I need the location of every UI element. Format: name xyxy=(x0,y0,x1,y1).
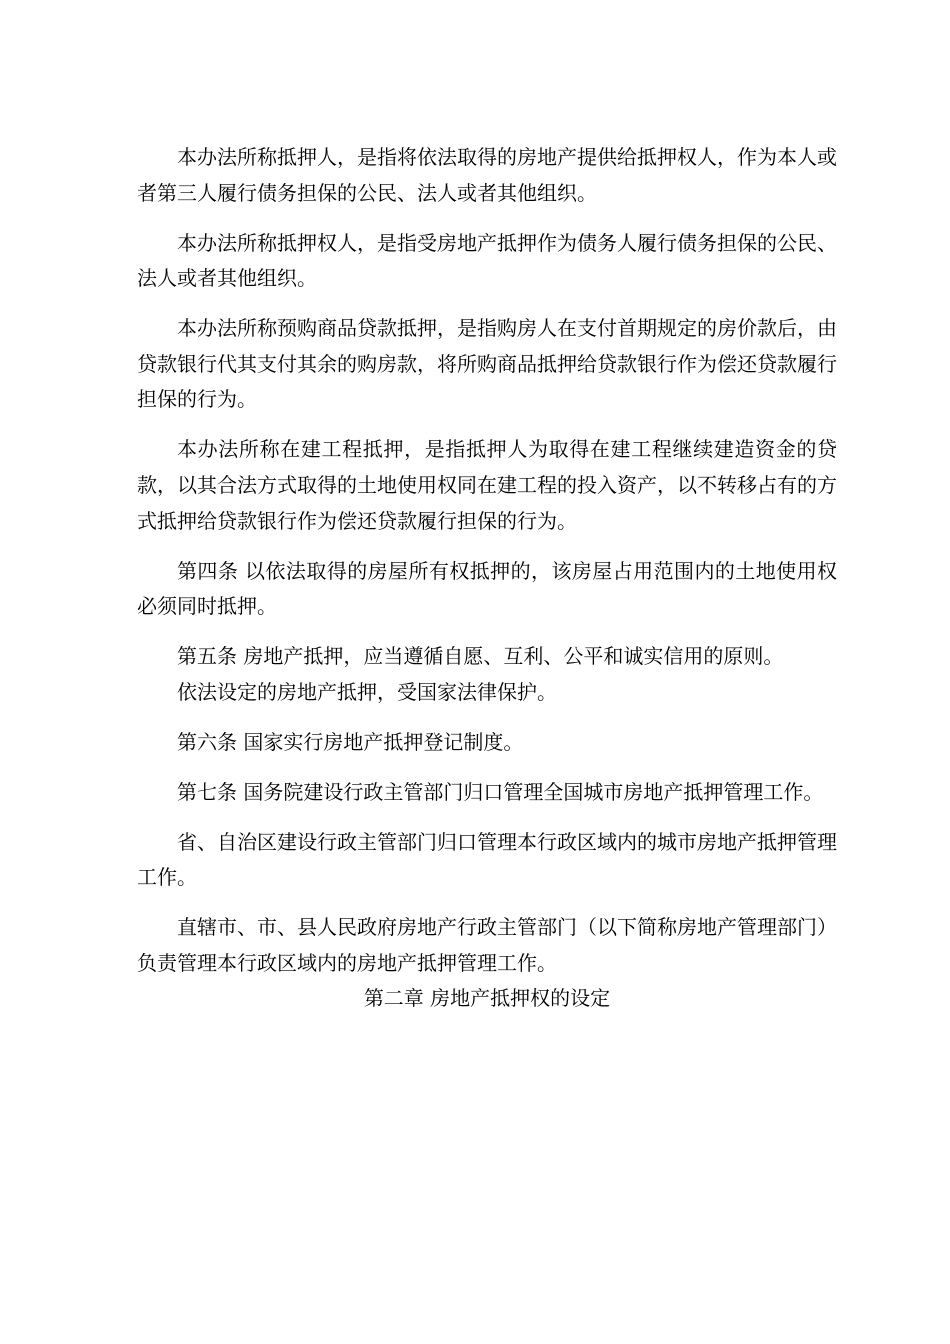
paragraph-legal-protection: 依法设定的房地产抵押，受国家法律保护。 xyxy=(177,679,557,704)
document-page xyxy=(137,140,837,1017)
paragraph-provincial-management: 省、自治区建设行政主管部门归口管理本行政区域内的城市房地产抵押管理工作。 xyxy=(137,829,837,890)
paragraph-local-management: 直辖市、市、县人民政府房地产行政主管部门（以下简称房地产管理部门）负责管理本行政区域内的房地产抵押管理工作。 xyxy=(137,915,837,975)
paragraph-presale-loan-mortgage: 本办法所称预购商品贷款抵押，是指购房人在支付首期规定的房价款后，由贷款银行代其支付其余的购房款，将所购商品抵押给贷款银行作为偿还贷款履行担保的行为。 xyxy=(137,316,837,412)
paragraph-mortgagee-definition: 本办法所称抵押权人，是指受房地产抵押作为债务人履行债务担保的公民、法人或者其他组织。 xyxy=(137,230,837,291)
chapter-heading: 第二章 房地产抵押权的设定 xyxy=(363,986,611,1011)
paragraph-article-5: 第五条 房地产抵押，应当遵循自愿、互利、公平和诚实信用的原则。 xyxy=(177,644,784,669)
paragraph-article-6: 第六条 国家实行房地产抵押登记制度。 xyxy=(177,729,524,754)
paragraph-construction-mortgage: 本办法所称在建工程抵押，是指抵押人为取得在建工程继续建造资金的贷款，以其合法方式取得的土地使用权同在建工程的投入资产，以不转移占有的方式抵押给贷款银行作为偿还贷款履行担保的行为。 xyxy=(137,437,837,533)
paragraph-mortgagor-definition: 本办法所称抵押人，是指将依法取得的房地产提供给抵押权人，作为本人或者第三人履行债务担保的公民、法人或者其他组织。 xyxy=(137,145,837,205)
paragraph-article-4: 第四条 以依法取得的房屋所有权抵押的，该房屋占用范围内的土地使用权必须同时抵押。 xyxy=(137,558,837,619)
paragraph-article-7: 第七条 国务院建设行政主管部门归口管理全国城市房地产抵押管理工作。 xyxy=(177,779,824,804)
